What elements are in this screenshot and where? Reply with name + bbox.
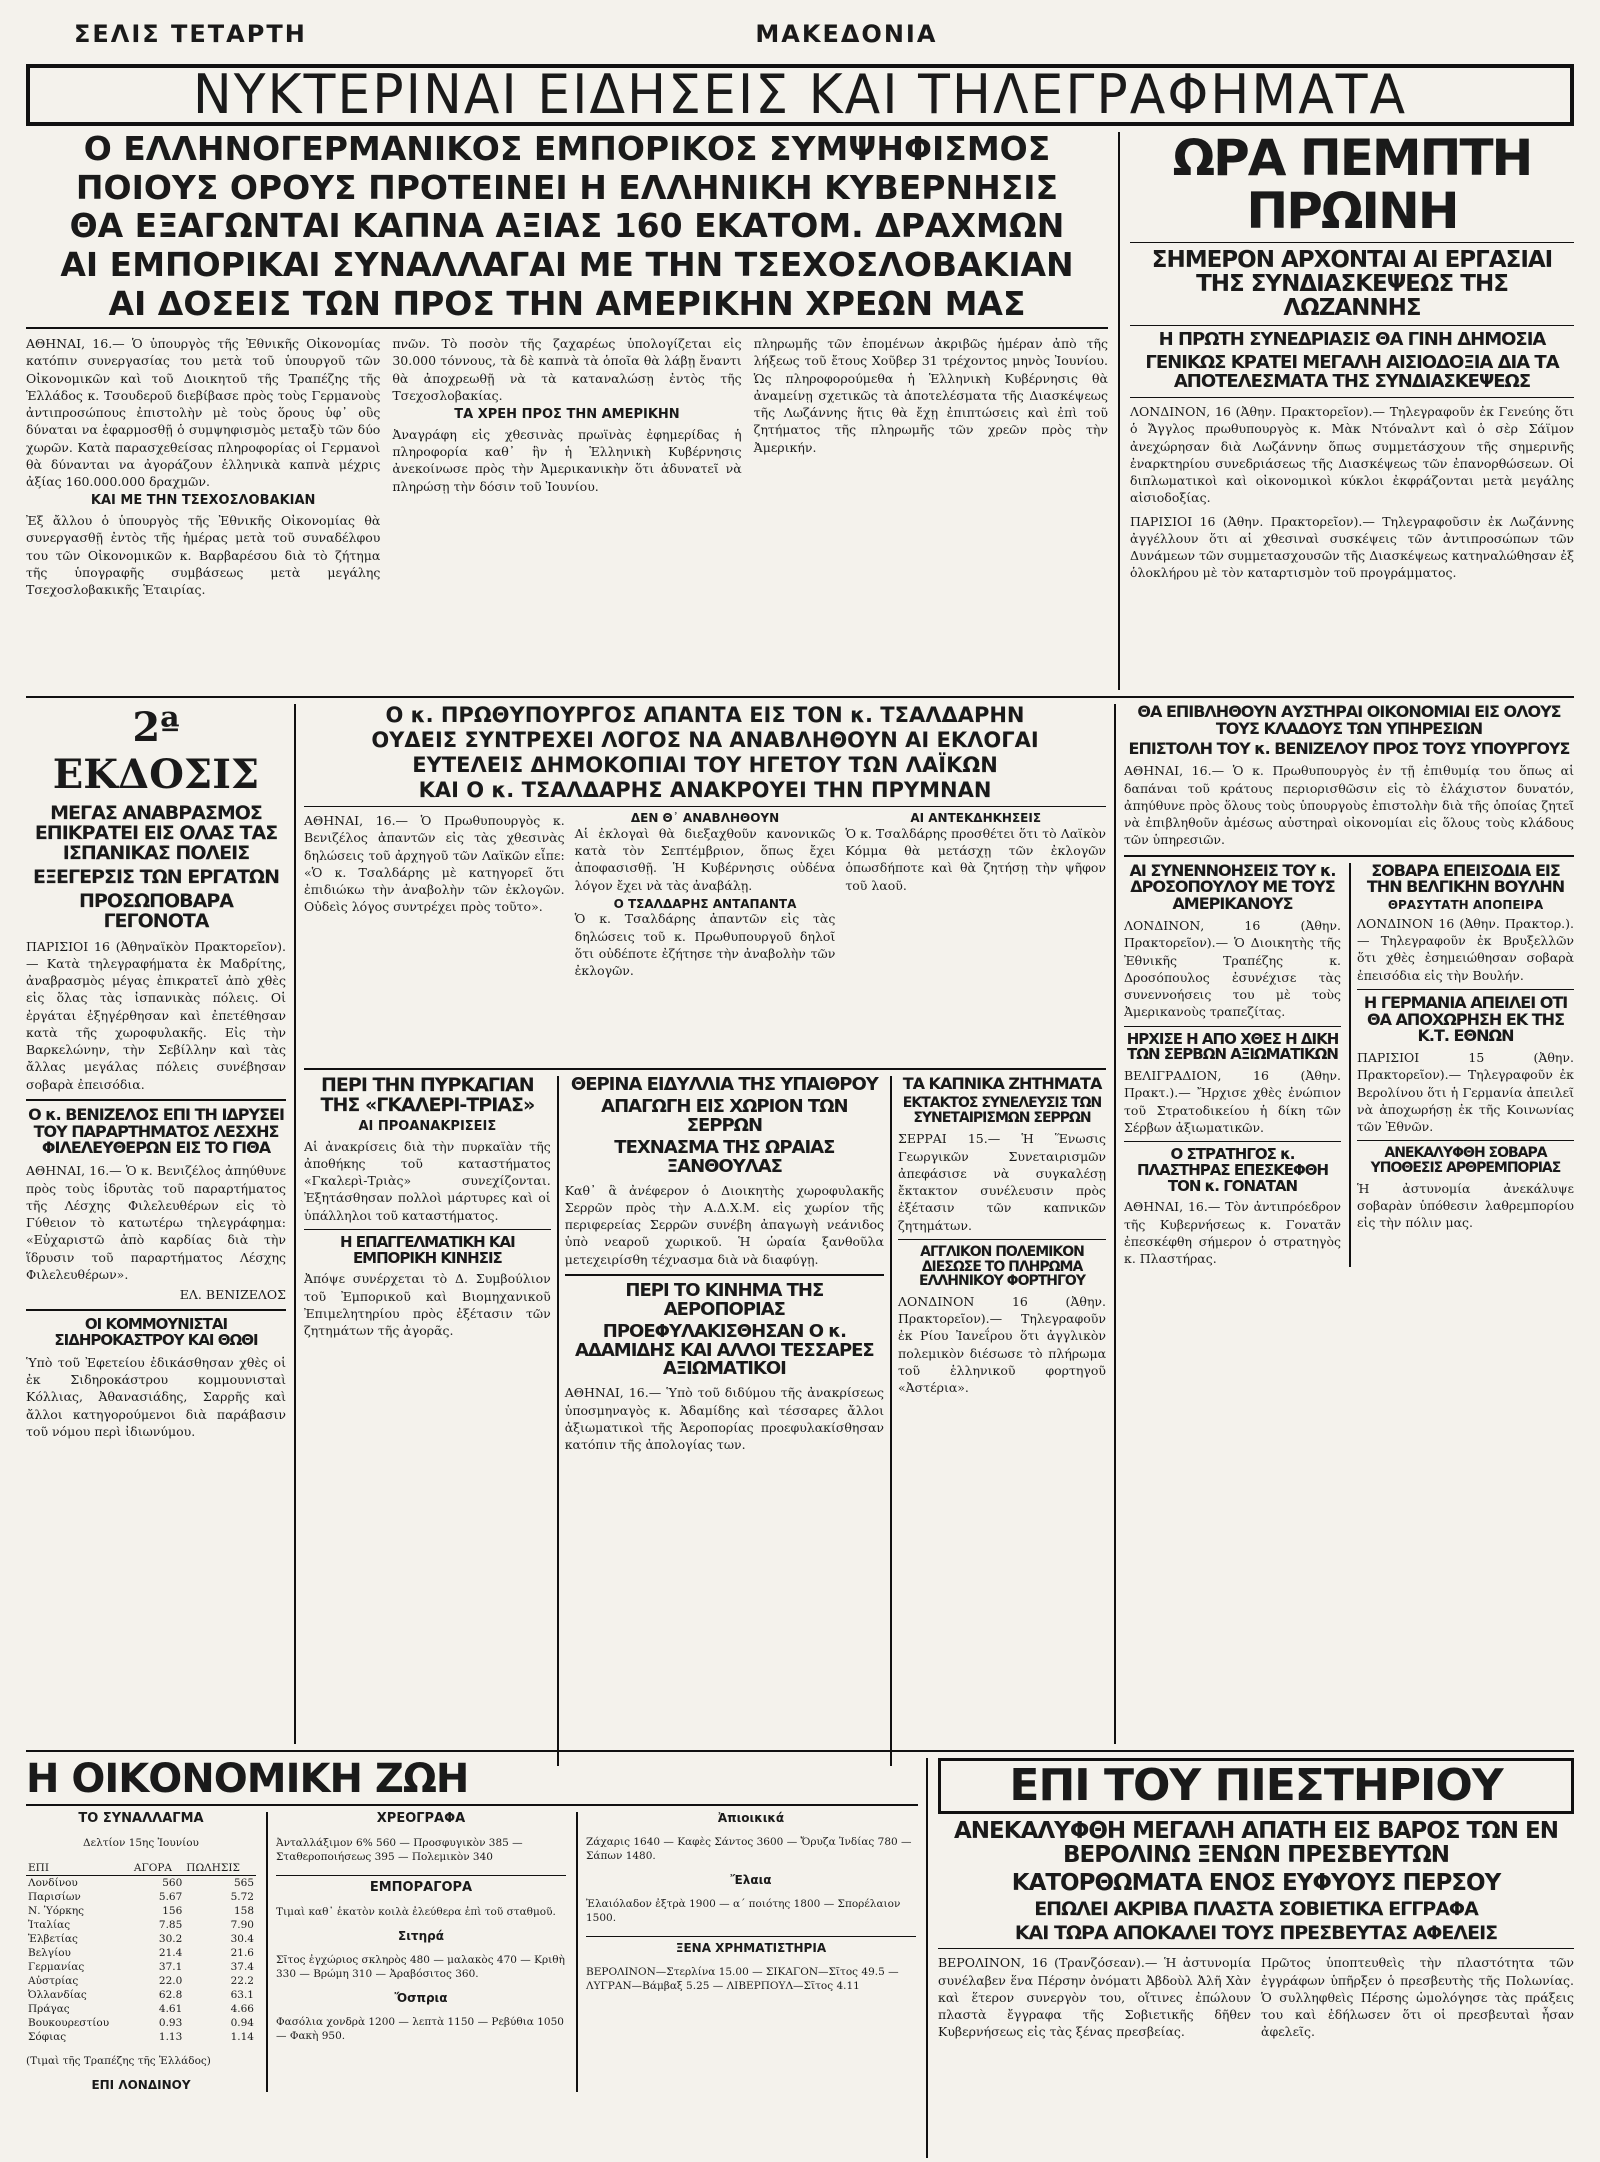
exchange-value: 158 — [233, 1904, 254, 1917]
exchange-currency: Ἑλβετίας — [28, 1932, 78, 1945]
tobacco-body: ΣΕΡΡΑΙ 15.— Ἡ Ἕνωσις Γεωργικῶν Συνεταιρισμῶν ἀπεφάσισε νὰ συγκαλέσῃ ἔκτακτον συνέλευσιν πρὸς ἐξέτασιν τῶν καπνικῶν ζητημάτων. — [898, 1131, 1107, 1233]
idyll-column — [557, 1076, 890, 1766]
lead-body-1b: Ἐξ ἄλλου ὁ ὑπουργὸς τῆς Ἐθνικῆς Οἰκονομίας θὰ συνεργασθῇ ἐντὸς τῆς ἡμέρας μετὰ τοῦ συναδέλφου του τῶν Οἰκονομικῶν κ. Βαρβαρέσου διὰ τὸ ζήτημα τῆς ὑπογραφῆς συμβάσεως μετὰ μεγάλης Τσεχοσλοβακικῆς Ἑταιρίας. — [26, 513, 381, 598]
paper-name: ΜΑΚΕΔΟΝΙΑ — [755, 20, 938, 48]
pm-body-1: ΑΘΗΝΑΙ, 16.— Ὁ Πρωθυπουργὸς κ. Βενιζέλος ἀπαντῶν εἰς τὰς χθεσινὰς δηλώσεις τοῦ ἀρχηγοῦ τῶν Λαϊκῶν εἶπε: «Ὁ κ. Τσαλδάρης μὲ κατηγορεῖ ὅτι ἐπιδιώκω τὴν ἀναβολὴν τῶν ἐκλογῶν. Οὐδεὶς λόγος συντρέχει πρὸς τοῦτο». — [304, 813, 565, 915]
commerce-body: Τιμαὶ καθ᾽ ἑκατὸν κοιλὰ ἐλεύθερα ἐπὶ τοῦ σταθμοῦ. — [276, 1906, 556, 1919]
lead-body-1: ΑΘΗΝΑΙ, 16.— Ὁ ὑπουργὸς τῆς Ἐθνικῆς Οἰκονομίας κατόπιν συνεργασίας του μετὰ τοῦ ὑπουργοῦ τῶν Οἰκονομικῶν καὶ τοῦ Διοικητοῦ τῆς Τραπέζης τῆς Ἑλλάδος κ. Τσουδερoῦ διεβίβασε πρὸς τοὺς Γερμανοὺς ἀντιπροσώπους ἐπιστολὴν μὲ τοὺς ὅρους ὑφ᾽ οὓς δύναται να ἐφαρμοσθῇ ὁ συμψηφισμὸς μεταξὺ τῶν δύο χωρῶν. Κατὰ παρασχεθείσας πληροφορίας οἱ Γερμανοὶ θὰ δύνανται να ἀγοράζουν ἑλληνικὰ καπνὰ μέχρις ἀξίας 160.000.000 δραχμῶν. — [26, 336, 381, 490]
exchange-table — [26, 1861, 256, 2044]
belgium-body: ΛΟΝΔΙΝΟΝ 16 (Ἀθην. Πρακτορ.).— Τηλεγραφοῦν ἐκ Βρυξελλῶν ὅτι χθὲς ἐσημειώθησαν σοβαρὰ ἐπεισόδια εἰς τὴν Βουλήν. — [1357, 915, 1574, 983]
economy-letter-headline-2: ΕΠΙΣΤΟΛΗ ΤΟΥ κ. ΒΕΝΙΖΕΛΟΥ ΠΡΟΣ ΤΟΥΣ ΥΠΟΥΡΓΟΥΣ — [1128, 738, 1570, 758]
pm-subhead-2: Ο ΤΣΑΛΔΑΡΗΣ ΑΝΤΑΠΑΝΤΑ — [613, 896, 797, 911]
beans-body: Φασόλια χονδρὰ 1200 — λεπτὰ 1150 — Ρεβύθια 1050 — Φακὴ 950. — [276, 2015, 564, 2042]
exchange-value: 37.4 — [230, 1960, 254, 1973]
exchange-currency: Ν. Ὑόρκης — [28, 1904, 85, 1917]
pm-subhead-1: ΔΕΝ Θ᾽ ΑΝΑΒΛΗΘΟΥΝ — [630, 811, 780, 826]
smuggling-headline: ΑΝΕΚΑΛΥΦΘΗ ΣΟΒΑΡΑ ΥΠΟΘΕΣΙΣ ΑΡΘΡΕΜΠΟΡΙΑΣ — [1370, 1145, 1561, 1177]
press-story — [926, 1758, 1574, 2158]
idyll-body: Καθ᾽ ἃ ἀνέφερον ὁ Διοικητὴς χωροφυλακῆς Σερρῶν πρὸς τὴν Α.Δ.Χ.Μ. εἰς χωρίον τῆς περιφερείας Σερρῶν συνέβη ἀπαγωγὴ νεάνιδος ὑπὸ νεαροῦ χωρικοῦ. Ἡ ὡραία ξανθοῦλα μετεχειρίσθη τέχνασμα διὰ νὰ διαφύγῃ. — [564, 1182, 884, 1267]
exchange-row — [26, 1875, 256, 1890]
exchange-note: (Τιμαὶ τῆς Τραπέζης τῆς Ἑλλάδος) — [26, 2055, 211, 2068]
exchange-title: ΤΟ ΣΥΝΑΛΛΑΓΜΑ — [78, 1811, 204, 1826]
belgium-headline: ΣΟΒΑΡΑ ΕΠΕΙΣΟΔΙΑ ΕΙΣ ΤΗΝ ΒΕΛΓΙΚΗΝ ΒΟΥΛΗΝ — [1366, 860, 1565, 897]
press-body-1: ΒΕΡΟΛΙΝΟΝ, 16 (Τρανζόσεαν).— Ἡ ἀστυνομία συνέλαβεν ἕνα Πέρσην ὀνόματι Ἀβδοὺλ Ἀλῆ Χὰν καὶ ἕτερον συνεργὸν του, οἵτινες ἐπώλουν πλαστὰ ἔγγραφα τῆς Σοβιετικῆς δῆθεν Κυβερνήσεως εἰς τὰς ξένας πρεσβείας. — [938, 1955, 1251, 2040]
exchange-col-header: ΠΩΛΗΣΙΣ — [184, 1861, 256, 1876]
right-column — [1114, 704, 1574, 1744]
exchange-value: 565 — [233, 1876, 254, 1889]
exchange-row — [26, 1890, 256, 1904]
drosopoulos-body: ΛΟΝΔΙΝΟΝ, 16 (Ἀθην. Πρακτορεῖον).— Ὁ Διοικητὴς τῆς Ἐθνικῆς Τραπέζης κ. Δροσόπουλος ἐσυνέχισε τὰς συνεννοήσεις του μὲ τοὺς Ἀμερικανοὺς τραπεζίτας. — [1124, 918, 1341, 1020]
exchange-currency: Βουκουρεστίου — [28, 2016, 110, 2029]
exchange-row — [26, 2030, 256, 2044]
exchange-value: 7.90 — [230, 1918, 254, 1931]
exchange-value: 22.0 — [158, 1974, 183, 1987]
lead-headline-4: ΑΙ ΕΜΠΟΡΙΚΑΙ ΣΥΝΑΛΛΑΓΑΙ ΜΕ ΤΗΝ ΤΣΕΧΟΣΛΟΒΑΚΙΑΝ — [60, 244, 1074, 284]
exchange-value: 21.6 — [230, 1946, 254, 1959]
exchange-currency: Ὀλλανδίας — [28, 1988, 87, 2001]
idyll-headline-1: ΘΕΡΙΝΑ ΕΙΔΥΛΛΙΑ ΤΗΣ ΥΠΑΙΘΡΟΥ — [570, 1074, 878, 1096]
exchange-currency: Ἰταλίας — [28, 1918, 71, 1931]
economy-letter-headline-1: ΘΑ ΕΠΙΒΛΗΘΟΥΝ ΑΥΣΤΗΡΑΙ ΟΙΚΟΝΟΜΙΑΙ ΕΙΣ ΟΛΟΥΣ ΤΟΥΣ ΚΛΑΔΟΥΣ ΤΩΝ ΥΠΗΡΕΣΙΩΝ — [1137, 702, 1561, 738]
exchange-currency: Πράγας — [28, 2002, 70, 2015]
tobacco-headline-1: ΤΑ ΚΑΠΝΙΚΑ ΖΗΤΗΜΑΤΑ — [902, 1074, 1102, 1094]
section-title: ΝΥΚΤΕΡΙΝΑΙ ΕΙΔΗΣΕΙΣ ΚΑΙ ΤΗΛΕΓΡΑΦΗΜΑΤΑ — [192, 63, 1408, 127]
oil-body: Ἐλαιόλαδον ἐξτρὰ 1900 — α΄ ποιότης 1800 — Σπορέλαιον 1500. — [586, 1898, 901, 1925]
exchange-block — [26, 1812, 256, 2092]
pm-subhead-3: ΑΙ ΑΝΤΕΚΔΗΚΗΣΕΙΣ — [910, 811, 1042, 826]
germany-league-headline: Η ΓΕΡΜΑΝΙΑ ΑΠΕΙΛΕΙ ΟΤΙ ΘΑ ΑΠΟΧΩΡΗΣΗ ΕΚ ΤΗΣ Κ.Τ. ΕΘΝΩΝ — [1363, 992, 1568, 1046]
club-signature: ΕΛ. ΒΕΝΙΖΕΛΟΣ — [179, 1287, 286, 1303]
press-headline-4: ΕΠΩΛΕΙ ΑΚΡΙΒΑ ΠΛΑΣΤΑ ΣΟΒΙΕΤΙΚΑ ΕΓΓΡΑΦΑ — [1034, 1897, 1478, 1920]
exchange-value: 62.8 — [158, 1988, 183, 2001]
exchange-row — [26, 1988, 256, 2002]
navy-headline: ΑΓΓΛΙΚΟΝ ΠΟΛΕΜΙΚΟΝ ΔΙΕΣΩΣΕ ΤΟ ΠΛΗΡΩΜΑ ΕΛΛΗΝΙΚΟΥ ΦΟΡΤΗΓΟΥ — [919, 1243, 1085, 1290]
exchange-value: 7.85 — [158, 1918, 183, 1931]
lausanne-body-2: ΠΑΡΙΣΙΟΙ 16 (Ἀθην. Πρακτορεῖον).— Τηλεγραφοῦσιν ἐκ Λωζάννης ἀγγέλλουν ὅτι αἱ χθεσιναὶ συσκέψεις τῶν ἀντιπροσώπων τῶν Δυνάμεων τῶν συμμετασχουσῶν τῆς Διασκέψεως κατηναλώθησαν ἐξ ὁλοκλήρου μὲ τὸν καταρτισμὸν τοῦ προγράμματος. — [1130, 513, 1574, 581]
lead-body-3: πληρωμῆς τῶν ἐπομένων ἀκριβῶς ἡμέραν ἀπὸ τῆς λήξεως τοῦ ἔτους Χοῦβερ 31 τρέχοντος μηνὸς Ἰουνίου. Ὡς πληροφορούμεθα ἡ Ἑλληνικὴ Κυβέρνησις θὰ ἀναμείνῃ σχετικῶς τὰ ἀποτελέσματα τῆς Διασκέψεως τῆς Λωζάννης ἥτις θὰ ἔχῃ ἐπιπτώσεις καὶ ἐπὶ τοῦ ζητήματος τῆς πληρωμῆς τῶν χρεῶν πρὸς τὴν Ἀμερικήν. — [753, 336, 1108, 455]
aviation-headline-1: ΠΕΡΙ ΤΟ ΚΙΝΗΜΑ ΤΗΣ ΑΕΡΟΠΟΡΙΑΣ — [625, 1279, 824, 1320]
exchange-value: 30.2 — [158, 1932, 183, 1945]
exchange-value: 22.2 — [230, 1974, 254, 1987]
exchange-value: 0.93 — [158, 2016, 183, 2029]
pm-headline-4: ΚΑΙ Ο κ. ΤΣΑΛΔΑΡΗΣ ΑΝΑΚΡΟΥΕΙ ΤΗΝ ΠΡΥΜΝΑΝ — [418, 778, 992, 803]
exchange-row — [26, 1904, 256, 1918]
colonial-block — [576, 1812, 916, 2092]
exchange-currency: Βελγίου — [28, 1946, 71, 1959]
economy-section — [26, 1758, 926, 2158]
grain-title: Σιτηρά — [398, 1928, 444, 1943]
exchange-value: 63.1 — [230, 1988, 254, 2001]
press-headline-5: ΚΑΙ ΤΩΡΑ ΑΠΟΚΑΛΕΙ ΤΟΥΣ ΠΡΕΣΒΕΥΤΑΣ ΑΦΕΛΕΙΣ — [1014, 1921, 1498, 1944]
lausanne-headline-1: ΣΗΜΕΡΟΝ ΑΡΧΟΝΤΑΙ ΑΙ ΕΡΓΑΣΙΑΙ ΤΗΣ ΣΥΝΔΙΑΣΚΕΨΕΩΣ ΤΗΣ ΛΩΖΑΝΝΗΣ — [1151, 247, 1553, 322]
lead-headline-3: ΘΑ ΕΞΑΓΩΝΤΑΙ ΚΑΠΝΑ ΑΞΙΑΣ 160 ΕΚΑΤΟΜ. ΔΡΑΧΜΩΝ — [69, 206, 1065, 246]
foreign-markets-body: ΒΕΡΟΛΙΝΟΝ—Στερλίνα 15.00 — ΣΙΚΑΓΟΝ—Σῖτος 49.5 — ΛΥΓΡΑΝ—Βάμβαξ 5.25 — ΛΙΒΕΡΠΟΥΛ—Σῖτος 4.11 — [586, 1965, 899, 1993]
press-body-2: Πρῶτος ὑποπτευθεὶς τὴν πλαστότητα τῶν ἐγγράφων ὑπῆρξεν ὁ πρεσβευτὴς τῆς Πολωνίας. Ὁ συλληφθεὶς Πέρσης ὡμολόγησε τὰς πράξεις του καὶ ἐδήλωσεν ὅτι οἱ πρεσβευταὶ ἦσαν ἀφελεῖς. — [1261, 1955, 1574, 2040]
beans-title: Ὄσπρια — [394, 1990, 448, 2005]
commerce-title: ΕΜΠΟΡΑΓΟΡΑ — [369, 1879, 473, 1895]
lausanne-headline-2: Η ΠΡΩΤΗ ΣΥΝΕΔΡΙΑΣΙΣ ΘΑ ΓΙΝΗ ΔΗΜΟΣΙΑ — [1158, 329, 1546, 351]
exchange-row — [26, 1974, 256, 1988]
center-area — [294, 704, 1114, 1744]
colonial-title: Ἀπιοικικά — [717, 1811, 785, 1825]
communists-headline: ΟΙ ΚΟΜΜΟΥΝΙΣΤΑΙ ΣΙΔΗΡΟΚΑΣΤΡΟΥ ΚΑΙ ΘΩΘΙ — [54, 1315, 258, 1350]
lead-headline-2: ΠΟΙΟΥΣ ΟΡΟΥΣ ΠΡΟΤΕΙΝΕΙ Η ΕΛΛΗΝΙΚΗ ΚΥΒΕΡΝΗΣΙΣ — [75, 167, 1059, 207]
lead-story — [26, 129, 1118, 690]
drosopoulos-headline: ΑΙ ΣΥΝΕΝΝΟΗΣΕΙΣ ΤΟΥ κ. ΔΡΟΣΟΠΟΥΛΟΥ ΜΕ ΤΟΥΣ ΑΜΕΡΙΚΑΝΟΥΣ — [1129, 860, 1336, 914]
bottom-band — [26, 1758, 1574, 2158]
idyll-headline-2: ΑΠΑΓΩΓΗ ΕΙΣ ΧΩΡΙΟΝ ΤΩΝ ΣΕΡΡΩΝ — [601, 1096, 848, 1136]
middle-band — [26, 704, 1574, 1744]
trade-body: Ἀπόψε συνέρχεται τὸ Δ. Συμβούλιον τοῦ Ἐμπορικοῦ καὶ Βιομηχανικοῦ Ἐπιμελητηρίου πρὸς ἐξέτασιν τῶν ζητημάτων τῆς ἀγορᾶς. — [304, 1271, 551, 1339]
grain-body: Σῖτος ἐγχώριος σκληρὸς 480 — μαλακὸς 470 — Κριθὴ 330 — Βρώμη 310 — Ἀραβόσιτος 360. — [276, 1953, 565, 1981]
exchange-value: 37.1 — [158, 1960, 183, 1973]
spain-body: ΠΑΡΙΣΙΟΙ 16 (Ἀθηναϊκὸν Πρακτορεῖον).— Κατὰ τηλεγραφήματα ἐκ Μαδρίτης, ἀναβρασμὸς μέγας ἐπικρατεῖ ἀπὸ χθὲς εἰς ὅλας τὰς ἰσπανικὰς πόλεις. Οἱ ἐργάται ἐξηγέρθησαν καὶ ἐπετέθησαν κατὰ τῆς χωροφυλακῆς. Εἰς τὴν Βαρκελώνην, τὴν Σεβίλλην καὶ τὰς ἄλλας μεγάλας πόλεις συνέβησαν σοβαρὰ ἐπεισόδια. — [26, 938, 286, 1092]
lead-body-2b: Ἀναγράφη εἰς χθεσινὰς πρωϊνὰς ἐφημερίδας ἡ πληροφορία καθ᾽ ἣν ἡ Ἑλληνικὴ Κυβέρνησις ἀνεκοίνωσε πρὸς τὴν Ἀμερικανικὴν ὅτι ἀδυνατεῖ νὰ πληρώσῃ τὴν δόσιν τοῦ Ἰουνίου. — [392, 426, 742, 494]
press-headline-3: ΚΑΤΟΡΘΩΜΑΤΑ ΕΝΟΣ ΕΥΦΥΟΥΣ ΠΕΡΣΟΥ — [1011, 1870, 1501, 1897]
navy-body: ΛΟΝΔΙΝΟΝ 16 (Ἀθην. Πρακτορεῖον).— Τηλεγραφοῦν ἐκ Ρίου Ἰανεΐρου ὅτι ἀγγλικὸν πολεμικὸν διέσωσε τὸ πλήρωμα τοῦ ἑλληνικοῦ φορτηγοῦ «Ἀστέρια». — [898, 1293, 1107, 1396]
lausanne-story — [1118, 129, 1574, 690]
serbia-body: ΒΕΛΙΓΡΑΔΙΟΝ, 16 (Ἀθην. Πρακτ.).— Ἤρχισε χθὲς ἐνώπιον τοῦ Στρατοδικείου ἡ δίκη τῶν Σέρβων ἀξιωματικῶν. — [1124, 1068, 1341, 1135]
pm-body-4: Ὁ κ. Τσαλδάρης προσθέτει ὅτι τὸ Λαϊκὸν Κόμμα θὰ μετάσχῃ τῶν ἐκλογῶν ὁπωσδήποτε καὶ θὰ ζητήσῃ τὴν ψῆφον τοῦ λαοῦ. — [845, 825, 1107, 893]
exchange-currency: Λονδίνου — [28, 1876, 78, 1889]
exchange-date: Δελτίον 15ης Ἰουνίου — [83, 1837, 199, 1850]
serbia-headline: ΗΡΧΙΣΕ Η ΑΠΟ ΧΘΕΣ Η ΔΙΚΗ ΤΩΝ ΣΕΡΒΩΝ ΑΞΙΩΜΑΤΙΚΩΝ — [1126, 1029, 1339, 1064]
bonds-block — [266, 1812, 566, 2092]
press-banner: ΕΠΙ ΤΟΥ ΠΙΕΣΤΗΡΙΟΥ — [938, 1758, 1574, 1814]
communists-body: Ὑπὸ τοῦ Ἐφετείου ἐδικάσθησαν χθὲς οἱ ἐκ Σιδηροκάστρου κομμουνισταὶ Κόλλιας, Ἀθανασιάδης, Σαρρῆς καὶ ἄλλοι κατηγορούμενοι διὰ παράβασιν τοῦ νόμου περὶ ἰδιωνύμου. — [26, 1354, 286, 1439]
bonds-body: Ἀνταλλάξιμον 6% 560 — Προσφυγικὸν 385 — Σταθεροποιήσεως 395 — Πολεμικὸν 340 — [276, 1837, 523, 1864]
club-body: ΑΘΗΝΑΙ, 16.— Ὁ κ. Βενιζέλος ἀπηύθυνε πρὸς τοὺς ἱδρυτὰς τοῦ παραρτήματος τῆς Λέσχης Φιλελευθέρων εἰς τὸ Γύθειον τὸ κατωτέρω τηλεγράφημα: «Εὐχαριστῶ ἀπὸ καρδίας διὰ τὴν ἵδρυσιν τοῦ παραρτήματος Λέσχης Φιλελευθέρων». — [26, 1163, 286, 1282]
pm-headline-2: ΟΥΔΕΙΣ ΣΥΝΤΡΕΧΕΙ ΛΟΓΟΣ ΝΑ ΑΝΑΒΛΗΘΟΥΝ ΑΙ ΕΚΛΟΓΑΙ — [371, 728, 1039, 753]
plastiras-headline: Ο ΣΤΡΑΤΗΓΟΣ κ. ΠΛΑΣΤΗΡΑΣ ΕΠΕΣΚΕΦΘΗ ΤΟΝ κ. ΓΟΝΑΤΑΝ — [1136, 1145, 1329, 1195]
club-headline: Ο κ. ΒΕΝΙΖΕΛΟΣ ΕΠΙ ΤΗ ΙΔΡΥΣΕΙ ΤΟΥ ΠΑΡΑΡΤΗΜΑΤΟΣ ΛΕΣΧΗΣ ΦΙΛΕΛΕΥΘΕΡΩΝ ΕΙΣ ΤΟ ΓΙΘΑ — [28, 1104, 284, 1158]
exchange-value: 4.61 — [158, 2002, 183, 2015]
edition-label: 2ª ΕΚΔΟΣΙΣ — [52, 704, 260, 798]
exchange-value: 0.94 — [230, 2016, 254, 2029]
economy-title: Η ΟΙΚΟΝΟΜΙΚΗ ΖΩΗ — [26, 1758, 918, 1806]
exchange-row — [26, 1918, 256, 1932]
lausanne-body-1: ΛΟΝΔΙΝΟΝ, 16 (Ἀθην. Πρακτορεῖον).— Τηλεγραφοῦν ἐκ Γενεύης ὅτι ὁ Ἄγγλος πρωθυπουργὸς κ. Μὰκ Ντόναλντ καὶ ὁ σὲρ Σάϊμον ἀνεχώρησαν διὰ Λωζάννην ὅπως συμμετάσχουν τῆς σημερινῆς ἐναρκτηρίου συνεδριάσεως τῆς Διασκέψεως τῶν ἐπανορθώσεων. Οἱ διπλωματικοὶ καὶ οἰκονομικοὶ κύκλοι ἐκφράζονται μετὰ μεγάλης αἰσιοδοξίας. — [1130, 404, 1574, 506]
lead-headline-5: ΑΙ ΔΟΣΕΙΣ ΤΩΝ ΠΡΟΣ ΤΗΝ ΑΜΕΡΙΚΗΝ ΧΡΕΩΝ ΜΑΣ — [108, 283, 1026, 323]
section-banner — [26, 64, 1574, 126]
exchange-currency: Αὐστρίας — [28, 1974, 79, 1987]
belgium-subhead: ΘΡΑΣΥΤΑΤΗ ΑΠΟΠΕΙΡΑ — [1387, 898, 1544, 913]
idyll-headline-3: ΤΕΧΝΑΣΜΑ ΤΗΣ ΩΡΑΙΑΣ ΞΑΝΘΟΥΛΑΣ — [614, 1136, 835, 1177]
lausanne-big-headline: ΩΡΑ ΠΕΜΠΤΗ ΠΡΩΙΝΗ — [1172, 129, 1532, 240]
exchange-value: 5.67 — [158, 1890, 183, 1903]
left-column — [26, 704, 294, 1744]
pm-headline-3: ΕΥΤΕΛΕΙΣ ΔΗΜΟΚΟΠΙΑΙ ΤΟΥ ΗΓΕΤΟΥ ΤΩΝ ΛΑΪΚΩΝ — [412, 753, 998, 778]
spain-headline-3: ΠΡΟΣΩΠΟΒΑΡΑ ΓΕΓΟΝΟΤΑ — [79, 889, 233, 932]
fire-column — [304, 1076, 557, 1766]
fire-body: Αἱ ἀνακρίσεις διὰ τὴν πυρκαϊὰν τῆς ἀποθήκης τοῦ καταστήματος «Γκαλερὶ-Τριὰς» συνεχίζονται. Ἐξητάσθησαν πολλοὶ μάρτυρες καὶ οἱ ὑπάλληλοι τοῦ καταστήματος. — [304, 1138, 551, 1223]
exchange-row — [26, 2016, 256, 2030]
exchange-value: 21.4 — [158, 1946, 183, 1959]
foreign-markets-title: ΞΕΝΑ ΧΡΗΜΑΤΙΣΤΗΡΙΑ — [675, 1940, 827, 1955]
plastiras-body: ΑΘΗΝΑΙ, 16.— Τὸν ἀντιπρόεδρον τῆς Κυβερνήσεως κ. Γονατᾶν ἐπεσκέφθη σήμερον ὁ στρατηγὸς κ. Πλαστήρας. — [1124, 1199, 1341, 1267]
colonial-body: Ζάχαρις 1640 — Καφὲς Σάντος 3600 — Ὄρυζα Ἰνδίας 780 — Σάπων 1480. — [586, 1836, 912, 1863]
exchange-col-header: ΕΠΙ — [26, 1861, 132, 1876]
exchange-value: 1.13 — [158, 2030, 183, 2043]
bonds-title: ΧΡΕΟΓΡΑΦΑ — [376, 1811, 466, 1826]
exchange-row — [26, 1932, 256, 1946]
lead-body-2: πνῶν. Τὸ ποσὸν τῆς ζαχαρέως ὑπολογίζεται εἰς 30.000 τόννους, τὰ δὲ καπνὰ τὰ ὁποῖα θὰ λάβῃ ἔναντι θὰ ἀποχρεωθῇ νὰ τὰ καταναλώσῃ ἐντὸς τῆς Τσεχοσλοβακίας. — [392, 336, 742, 403]
top-strip — [26, 20, 1574, 54]
top-band — [26, 129, 1574, 690]
spain-headline-1: ΜΕΓΑΣ ΑΝΑΒΡΑΣΜΟΣ ΕΠΙΚΡΑΤΕΙ ΕΙΣ ΟΛΑΣ ΤΑΣ ΙΣΠΑΝΙΚΑΣ ΠΟΛΕΙΣ — [34, 802, 278, 864]
germany-league-body: ΠΑΡΙΣΙΟΙ 15 (Ἀθην. Πρακτορεῖον).— Τηλεγραφοῦν ἐκ Βερολίνου ὅτι ἡ Γερμανία ἀπειλεῖ νὰ ἀποχωρήσῃ ἐκ τῆς Κοινωνίας τῶν Ἐθνῶν. — [1357, 1050, 1574, 1135]
lead-subhead-1: ΚΑΙ ΜΕ ΤΗΝ ΤΣΕΧΟΣΛΟΒΑΚΙΑΝ — [90, 493, 316, 509]
exchange-value: 30.4 — [230, 1932, 254, 1945]
fire-headline: ΠΕΡΙ ΤΗΝ ΠΥΡΚΑΓΙΑΝ ΤΗΣ «ΓΚΑΛΕΡΙ-ΤΡΙΑΣ» — [320, 1074, 535, 1117]
tobacco-column — [890, 1076, 1106, 1766]
economy-letter-body: ΑΘΗΝΑΙ, 16.— Ὁ κ. Πρωθυπουργὸς ἐν τῇ ἐπιθυμίᾳ του ὅπως αἱ δαπάναι τοῦ κράτους περιορισθῶσιν εἰς τὸ ἐλάχιστον δυνατόν, ἀπηύθυνε πρὸς ὅλους τοὺς ὑπουργοὺς ἐπιστολὴν διὰ τῆς ὁποίας ζητεῖ νὰ ἐπιβληθοῦν ἀμέσως αὐστηραὶ οἰκονομίαι εἰς ὅλους τοὺς κλάδους τῶν ὑπηρεσιῶν. — [1124, 763, 1574, 848]
aviation-headline-2: ΠΡΟΕΦΥΛΑΚΙΣΘΗΣΑΝ Ο κ. ΑΔΑΜΙΔΗΣ ΚΑΙ ΑΛΛΟΙ ΤΕΣΣΑΡΕΣ ΑΞΙΩΜΑΤΙΚΟΙ — [574, 1320, 874, 1380]
press-headline-2: ΑΝΕΚΑΛΥΦΘΗ ΜΕΓΑΛΗ ΑΠΑΤΗ ΕΙΣ ΒΑΡΟΣ ΤΩΝ ΕΝ ΒΕΡΟΛΙΝΩ ΞΕΝΩΝ ΠΡΕΣΒΕΥΤΩΝ — [953, 1818, 1558, 1869]
lead-headline-1: Ο ΕΛΛΗΝΟΓΕΡΜΑΝΙΚΟΣ ΕΜΠΟΡΙΚΟΣ ΣΥΜΨΗΦΙΣΜΟΣ — [83, 129, 1051, 168]
fire-subhead: ΑΙ ΠΡΟΑΝΑΚΡΙΣΕΙΣ — [358, 1119, 497, 1135]
exchange-row — [26, 2002, 256, 2016]
exchange-row — [26, 1960, 256, 1974]
trade-headline: Η ΕΠΑΓΓΕΛΜΑΤΙΚΗ ΚΑΙ ΕΜΠΟΡΙΚΗ ΚΙΝΗΣΙΣ — [340, 1232, 515, 1267]
page-label: ΣΕΛΙΣ ΤΕΤΑΡΤΗ — [74, 20, 307, 48]
lausanne-headline-3: ΓΕΝΙΚΩΣ ΚΡΑΤΕΙ ΜΕΓΑΛΗ ΑΙΣΙΟΔΟΞΙΑ ΔΙΑ ΤΑ ΑΠΟΤΕΛΕΣΜΑΤΑ ΤΗΣ ΣΥΝΔΙΑΣΚΕΨΕΩΣ — [1145, 352, 1559, 393]
smuggling-body: Ἡ ἀστυνομία ἀνεκάλυψε σοβαρὰν ὑπόθεσιν λαθρεμπορίου εἰς τὴν πόλιν μας. — [1357, 1180, 1574, 1231]
exchange-col-header: ΑΓΟΡΑ — [132, 1861, 184, 1876]
aviation-body: ΑΘΗΝΑΙ, 16.— Ὑπὸ τοῦ διδύμου τῆς ἀνακρίσεως ὑποσμηναγὸς κ. Ἀδαμίδης καὶ τέσσαρες ἄλλοι ἀξιωματικοὶ τῆς Ἀεροπορίας προεφυλακίσθησαν κατόπιν τῆς ἀπολογίας των. — [564, 1385, 884, 1453]
exchange-value: 4.66 — [230, 2002, 254, 2015]
oil-title: Ἔλαια — [730, 1872, 772, 1887]
pm-body-3: Ὁ κ. Τσαλδάρης ἀπαντῶν εἰς τὰς δηλώσεις τοῦ κ. Πρωθυπουργοῦ δηλοῖ ὅτι οὐδέποτε ἐζήτησε τὴν ἀναβολὴν τῶν ἐκλογῶν. — [574, 911, 836, 979]
exchange-row — [26, 1946, 256, 1960]
lead-subhead-2: ΤΑ ΧΡΕΗ ΠΡΟΣ ΤΗΝ ΑΜΕΡΙΚΗΝ — [454, 407, 680, 423]
exchange-value: 5.72 — [230, 1890, 254, 1903]
exchange-currency: Παρισίων — [28, 1890, 81, 1903]
pm-headline-1: Ο κ. ΠΡΩΘΥΠΟΥΡΓΟΣ ΑΠΑΝΤΑ ΕΙΣ ΤΟΝ κ. ΤΣΑΛΔΑΡΗΝ — [385, 703, 1025, 727]
spain-headline-2: ΕΞΕΓΕΡΣΙΣ ΤΩΝ ΕΡΓΑΤΩΝ — [33, 865, 279, 888]
pm-body-2: Αἱ ἐκλογαὶ θὰ διεξαχθοῦν κανονικῶς κατὰ τὸν Σεπτέμβριον, ὅπως ἔχει ἀποφασισθῇ. Ἡ Κυβέρνησις οὐδένα λόγον ἔχει νὰ τὰς ἀναβάλῃ. — [574, 825, 836, 893]
exchange-currency: Γερμανίας — [28, 1960, 85, 1973]
exchange-value: 560 — [162, 1876, 183, 1889]
exchange-value: 156 — [162, 1904, 183, 1917]
london-title: ΕΠΙ ΛΟΝΔΙΝΟΥ — [91, 2077, 191, 2092]
exchange-currency: Σόφιας — [28, 2030, 67, 2043]
tobacco-headline-2: ΕΚΤΑΚΤΟΣ ΣΥΝΕΛΕΥΣΙΣ ΤΩΝ ΣΥΝΕΤΑΙΡΙΣΜΩΝ ΣΕΡΡΩΝ — [902, 1094, 1102, 1126]
exchange-value: 1.14 — [230, 2030, 254, 2043]
